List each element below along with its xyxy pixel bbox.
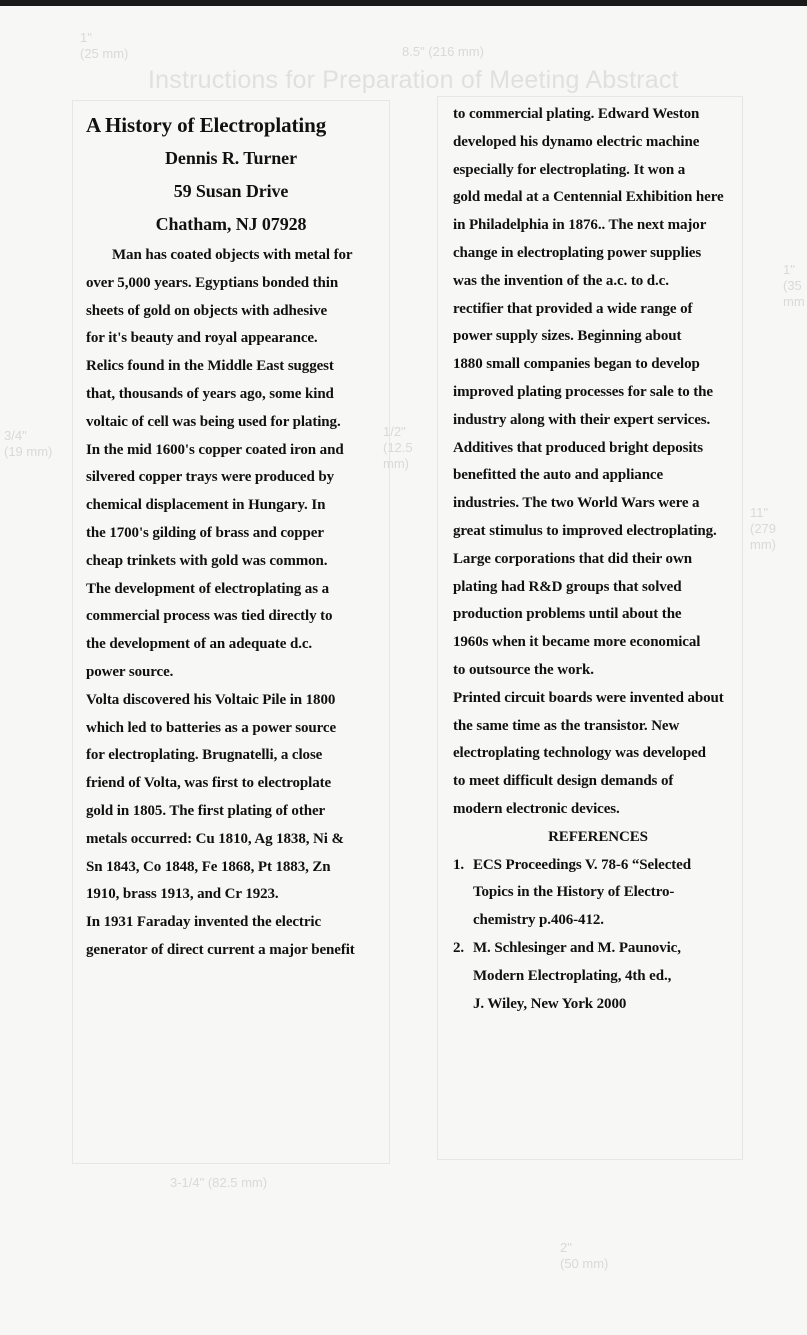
body-left-line: commercial process was tied directly to — [86, 608, 333, 625]
body-left-line: power source. — [86, 663, 174, 680]
guide-column-width: 3-1/4" (82.5 mm) — [170, 1175, 268, 1190]
body-right-line: Large corporations that did their own — [453, 550, 692, 567]
body-left-line: that, thousands of years ago, some kind — [86, 385, 334, 402]
guide-title: Instructions for Preparation of Meeting Abstract — [148, 66, 679, 94]
body-right-line: electroplating technology was developed — [453, 745, 706, 762]
body-right-line: gold medal at a Centennial Exhibition here — [453, 189, 724, 206]
reference-item — [453, 852, 743, 935]
body-right-line: 1880 small companies began to develop — [453, 356, 700, 373]
guide-top-margin: 1" (25 mm) — [80, 30, 129, 61]
body-left-line: metals occurred: Cu 1810, Ag 1838, Ni & — [86, 830, 344, 847]
body-right-line: Printed circuit boards were invented about — [453, 689, 724, 706]
body-left-line: Man has coated objects with metal for — [112, 247, 353, 263]
body-right-line: industries. The two World Wars were a — [453, 495, 700, 512]
body-right-line: to meet difficult design demands of — [453, 773, 674, 790]
body-left-line: Relics found in the Middle East suggest — [86, 358, 334, 375]
body-right-line: Additives that produced bright deposits — [453, 439, 704, 456]
left-column — [86, 108, 376, 965]
guide-left-margin: 3/4" (19 mm) — [4, 428, 53, 459]
reference-line: ECS Proceedings V. 78-6 “Selected — [473, 856, 691, 873]
body-right-line: change in electroplating power supplies — [453, 244, 702, 261]
body-right-line: great stimulus to improved electroplating. — [453, 522, 717, 539]
body-left-line: gold in 1805. The first plating of other — [86, 802, 326, 819]
references-list — [453, 852, 743, 1019]
guide-page-height: 11" (279 mm) — [750, 505, 777, 552]
body-right-line: benefitted the auto and appliance — [453, 467, 664, 484]
body-right-line: production problems until about the — [453, 606, 682, 623]
body-right-line: rectifier that provided a wide range of — [453, 300, 693, 317]
reference-text — [473, 935, 743, 1018]
body-left-line: The development of electroplating as a — [86, 580, 329, 597]
body-right-line: to commercial plating. Edward Weston — [453, 106, 700, 122]
body-left-line: friend of Volta, was first to electroplate — [86, 775, 332, 792]
body-left-line: Sn 1843, Co 1848, Fe 1868, Pt 1883, Zn — [86, 858, 331, 875]
references-heading: REFERENCES — [548, 828, 648, 845]
reference-item — [453, 935, 743, 1018]
body-left-line: chemical displacement in Hungary. In — [86, 497, 326, 514]
body-right-line: in Philadelphia in 1876.. The next major — [453, 217, 707, 234]
body-right-line: modern electronic devices. — [453, 800, 620, 817]
body-right-line: plating had R&D groups that solved — [453, 578, 682, 595]
body-right-line: to outsource the work. — [453, 661, 594, 678]
body-left-line: silvered copper trays were produced by — [86, 469, 334, 486]
body-left-line: cheap trinkets with gold was common. — [86, 552, 328, 569]
body-text-right — [453, 101, 743, 824]
body-right-line: industry along with their expert services. — [453, 411, 711, 428]
body-right-line: the same time as the transistor. New — [453, 717, 680, 734]
body-left-line: voltaic of cell was being used for plating. — [86, 413, 341, 430]
body-left-line: In 1931 Faraday invented the electric — [86, 914, 322, 931]
reference-line: M. Schlesinger and M. Paunovic, — [473, 939, 681, 956]
reference-text — [473, 852, 743, 935]
body-right-line: developed his dynamo electric machine — [453, 133, 700, 150]
body-right-line: 1960s when it became more economical — [453, 634, 701, 651]
body-left-line: generator of direct current a major benefit — [86, 941, 355, 958]
reference-line: chemistry p.406-412. — [473, 912, 604, 929]
body-right-line: especially for electroplating. It won a — [453, 161, 686, 178]
guide-bottom-margin: 2" (50 mm) — [560, 1240, 609, 1271]
reference-line: Topics in the History of Electro- — [473, 884, 675, 901]
reference-number: 2. — [453, 939, 465, 956]
reference-line: Modern Electroplating, 4th ed., — [473, 967, 672, 984]
guide-right-margin: 1" (35 mm — [783, 262, 805, 309]
reference-line: J. Wiley, New York 2000 — [473, 995, 627, 1012]
article-title: A History of Electroplating — [86, 113, 327, 137]
body-left-line: the 1700's gilding of brass and copper — [86, 524, 324, 541]
guide-gutter: 1/2" (12.5 mm) — [383, 424, 413, 471]
scan-edge — [0, 0, 807, 6]
body-left-line: for it's beauty and royal appearance. — [86, 330, 318, 347]
body-left-line: the development of an adequate d.c. — [86, 636, 313, 653]
body-left-line: over 5,000 years. Egyptians bonded thin — [86, 274, 339, 291]
body-left-line: sheets of gold on objects with adhesive — [86, 302, 328, 319]
body-left-line: In the mid 1600's copper coated iron and — [86, 441, 344, 458]
body-right-line: was the invention of the a.c. to d.c. — [453, 272, 669, 289]
reference-number: 1. — [453, 856, 465, 873]
body-left-line: for electroplating. Brugnatelli, a close — [86, 747, 323, 764]
address-line-1: 59 Susan Drive — [173, 181, 289, 201]
author-name: Dennis R. Turner — [165, 148, 297, 168]
body-left-line: which led to batteries as a power source — [86, 719, 337, 736]
right-column — [453, 101, 743, 1018]
body-right-line: improved plating processes for sale to the — [453, 383, 713, 400]
body-left-line: 1910, brass 1913, and Cr 1923. — [86, 886, 279, 903]
body-text-left — [86, 242, 376, 965]
address-line-2: Chatham, NJ 07928 — [155, 214, 307, 234]
guide-page-width: 8.5" (216 mm) — [402, 44, 484, 59]
body-right-line: power supply sizes. Beginning about — [453, 328, 682, 345]
body-left-line: Volta discovered his Voltaic Pile in 1800 — [86, 691, 336, 708]
